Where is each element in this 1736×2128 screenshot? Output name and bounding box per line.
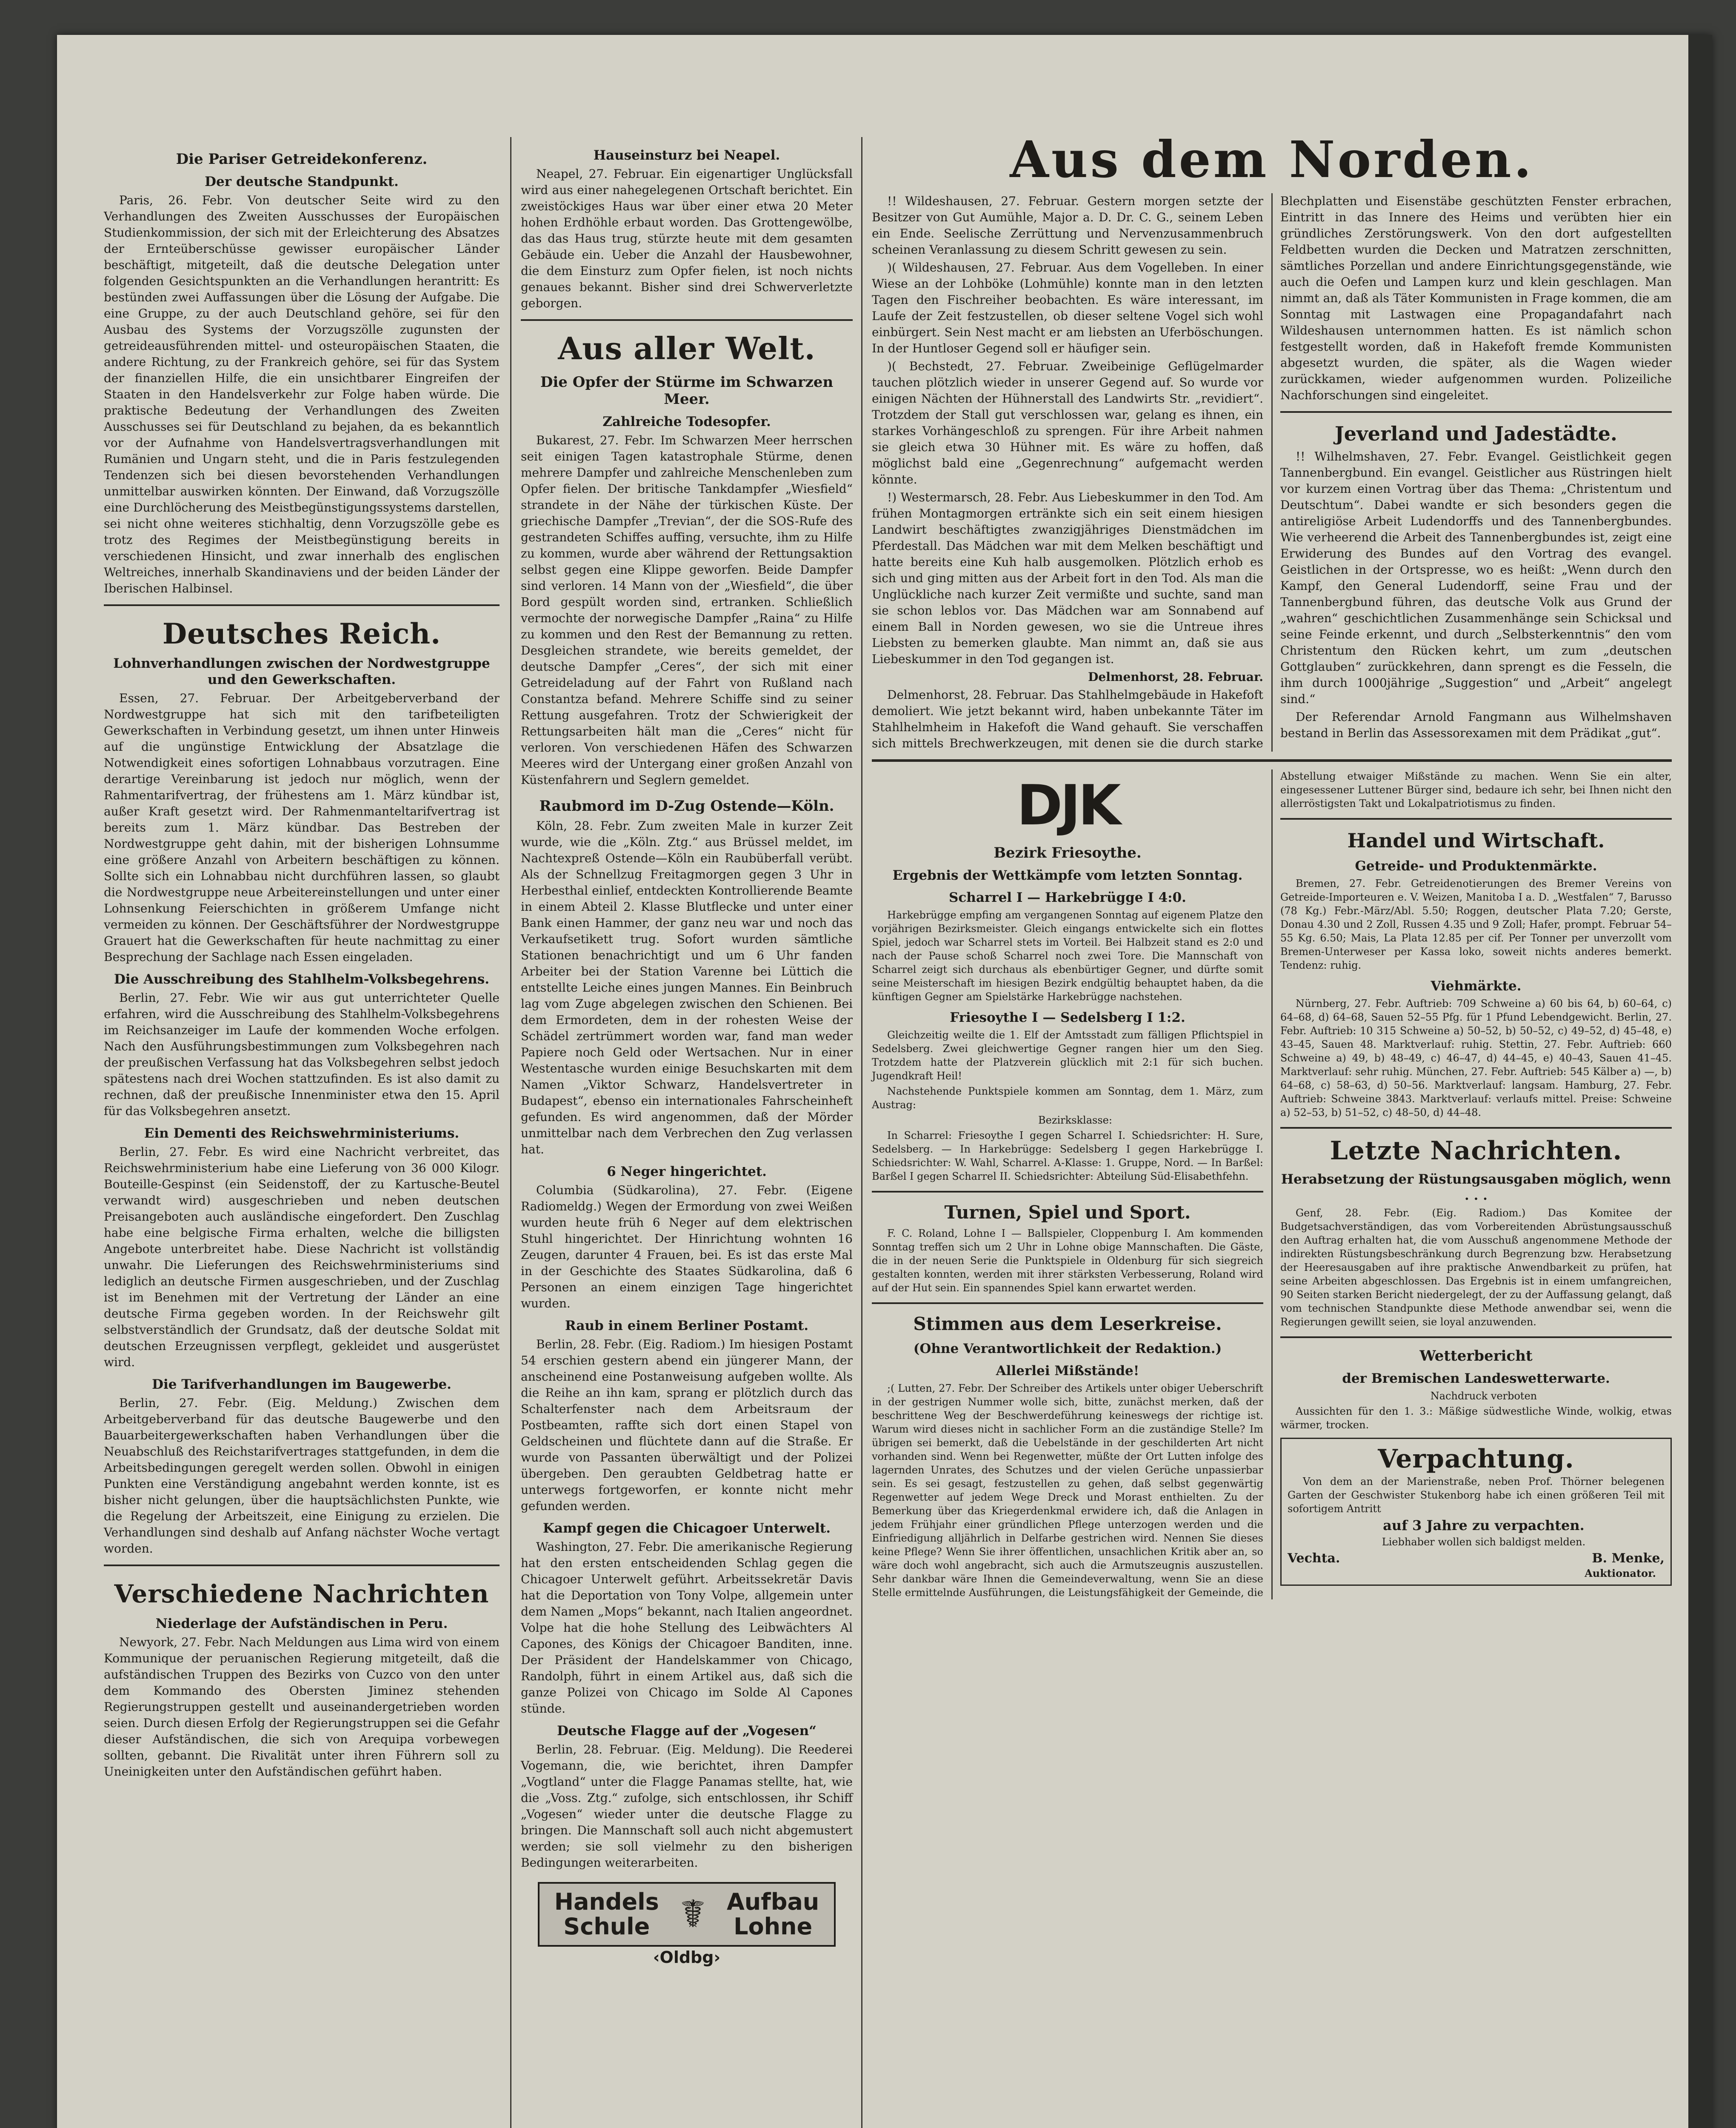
verpachtung-advertisement <box>1280 1438 1672 1586</box>
ad-emphasis: auf 3 Jahre zu verpachten. <box>1383 1517 1585 1533</box>
divider <box>1280 1127 1672 1129</box>
section-title-aus-dem-norden: Aus dem Norden. <box>1010 130 1534 189</box>
headline-getreidekonferenz: Die Pariser Getreidekonferenz. <box>176 151 428 168</box>
headline-ruestung: Herabsetzung der Rüstungsausgaben möglich, wenn . . . <box>1281 1172 1671 1203</box>
headline-postamt: Raub in einem Berliner Postamt. <box>565 1318 809 1333</box>
ad-text: Handels <box>554 1888 659 1915</box>
match-result: Friesoythe I — Sedelsberg I 1:2. <box>950 1010 1185 1025</box>
column-3 <box>872 120 1672 1599</box>
ad-text: Von dem an der Marienstraße, neben Prof. Thörner belegenen Garten der Geschwister Stukenborg habe ich einen größeren Teil mit sofortigem Antritt <box>1288 1476 1665 1515</box>
section-title-deutsches-reich: Deutsches Reich. <box>162 617 441 650</box>
article-text: !) Westermarsch, 28. Febr. Aus Liebeskummer in den Tod. Am frühen Montagmorgen ertränkte sich ein seit einem hiesigen Landwirt beschäftigtes zwanzigjähriges Dienstmädchen im Pferdestall. Das Mädchen war mit dem Melken beschäftigt und hatte bereits eine Kuh halb ausgemolken. Plötzlich erhob es sich und ging mitten aus der Arbeit fort in den Tod. Als man die Unglückliche nach kurzer Zeit vermißte und suchte, sand man sie schon leblos vor. Das Mädchen war am Sonnabend auf einem Ball in Norden gewesen, wo sie die Untreue ihres Liebsten zu bemerken glaubte. Man nimmt an, daß sie aus Liebeskummer in den Tod gegangen ist. <box>872 490 1263 666</box>
headline-tarif: Die Tarifverhandlungen im Baugewerbe. <box>152 1377 451 1392</box>
weather-forecast: Aussichten für den 1. 3.: Mäßige südwestliche Winde, wolkig, etwas wärmer, trocken. <box>1280 1405 1672 1431</box>
headline-jeverland: Jeverland und Jadestädte. <box>1335 422 1617 445</box>
headline-hauseinsturz: Hauseinsturz bei Neapel. <box>593 148 780 163</box>
caduceus-icon: ☤ <box>680 1892 706 1936</box>
headline-raubmord: Raubmord im D-Zug Ostende—Köln. <box>539 798 834 815</box>
ad-text: Aufbau <box>726 1888 819 1915</box>
divider <box>872 1191 1263 1193</box>
section-title-verschiedene: Verschiedene Nachrichten <box>114 1579 489 1608</box>
article-text: Berlin, 28. Februar. (Eig. Meldung). Die Reederei Vogemann, die, wie berichtet, ihren Dampfer „Vogtland“ unter die Flagge Panamas stellte, hat, wie die „Voss. Ztg.“ zufolge, sich entschlossen, ihr Schiff „Vogesen“ wieder unter die deutsche Flagge zu bringen. Die Mannschaft soll auch nicht abgemustert werden; sie soll vielmehr zu den bisherigen Bedingungen weiterarbeiten. <box>521 1742 853 1870</box>
page-right-edge <box>1688 35 1712 2128</box>
article-text: Berlin, 27. Febr. Es wird eine Nachricht verbreitet, das Reichswehrministerium habe eine Lieferung von 36 000 Kilogr. Bouteille-Gespinst (ein Seidenstoff, der zu Kartusche-Beutel verwandt wird) ausgeschrieben und neben deutschen Preisangeboten auch ausländische eingefordert. Den Zuschlag habe eine belgische Firma erhalten, welche die billigsten Angebote unterbreitet habe. Diese Nachricht ist vollständig unwahr. Die Lieferungen des Reichswehrministeriums sind lediglich an deutsche Firmen ausgeschrieben, und der Zuschlag ist im Benehmen mit der Vertretung der Länder an eine deutsche Firma gegeben worden. In der Reichswehr gilt selbstverständlich der Grundsatz, daß der deutsche Soldat mit deutschen Erzeugnissen verpflegt, gekleidet und ausgerüstet wird. <box>104 1145 500 1369</box>
article-text: Bremen, 27. Febr. Getreidenotierungen des Bremer Vereins von Getreide-Importeuren e. V. Weizen, Manitoba I a. D. „Westfalen“ 7, Barusso (78 Kg.) Febr.-März/Abl. 5.50; Roggen, deutscher Plata 7.20; Gerste, Donau 4.30 und 2 Zoll, Russen 4.35 und 9 Zoll; Hafer, prompt. Februar 54–55 Kg. 6.50; Mais, La Plata 12.85 per cif. Per Tonner per unverzollt vom Bremen-Unterweser per Kassa loko, soweit nichts anderes bemerkt. Tendenz: ruhig. <box>1280 878 1672 971</box>
column-divider <box>861 137 862 2128</box>
divider <box>104 1565 500 1566</box>
article-text: Berlin, 27. Febr. Wie wir aus gut unterrichteter Quelle erfahren, wird die Ausschreibung des Stahlhelm-Volksbegehrens im Reichsanzeiger im Laufe der kommenden Woche erfolgen. Nach den Ausführungsbestimmungen zum Volksbegehren nach der preußischen Verfassung hat das Volksbegehren selbst jedoch spätestens nach drei Wochen stattzufinden. Es ist also damit zu rechnen, daß der preußische Innenminister etwa den 15. April für das Volksbegehren ansetzt. <box>104 991 500 1118</box>
article-text: ;( Lutten, 27. Febr. Der Schreiber des Artikels unter obiger Ueberschrift in der gestrigen Nummer wolle sich, bitte, zunächst merken, daß der beschrittene Weg der Beschwerdeführung keineswegs der richtige ist. Warum wird dieses nicht in sachlicher Form an die zuständige Stelle? Im übrigen sei bemerkt, daß die Uebelstände in der geschilderten Art nicht vorhanden sind. Wenn bei Regenwetter, müßte der Ort Lutten infolge des lagernden Unrates, des Schutzes und der vielen Gerüche unpassierbar sein. Es sei gesagt, festzustellen zu gehen, daß selbst gegenwärtig Regenwetter auf jedem Wege Dreck und Morast enthielten. Zu der Bemerkung über das Kriegerdenkmal erwidere ich, daß die Anlagen in jedem Frühjahr einer gründlichen Pflege unterzogen werden und die Einfriedigung alljährlich in Delfarbe gestrichen wird. Nennen Sie dieses keine Pflege? Wenn Sie ihrer öffentlichen, unsachlichen Kritik aber an, so wäre doch wohl angebracht, sich auch die Armutszeugnis auszustellen. Sehr dankbar wäre Ihnen die Gemeindeverwaltung, wenn Sie an diese Stelle ermittelnde Ausführungen, die Leistungsfähigkeit der Gemeinde, die Abstellung etwaiger Mißstände zu machen. Wenn Sie ein alter, eingesessener Luttener Bürger sind, bedaure ich sehr, bei Ihnen nicht den allerröstigsten Takt und Lokalpatriotismus zu finden. <box>872 770 1672 1599</box>
fixtures-list: In Scharrel: Friesoythe I gegen Scharrel I. Schiedsrichter: H. Sure, Sedelsberg. — In Harkebrügge: Sedelsberg I gegen Harkebrügge I. Schiedsrichter: W. Wahl, Scharrel. A-Klasse: 1. Gruppe, Nord. — In Barßel: Barßel I gegen Scharrel II. Schiedsrichter: Abteilung Süd-Elisabethfehn. <box>872 1130 1263 1182</box>
subheadline: Allerlei Mißstände! <box>996 1363 1139 1379</box>
article-text: Delmenhorst, 28. Februar. Das Stahlhelmgebäude in Hakefoft demoliert. Wie jetzt bekannt wird, haben unbekannte Täter im Stahlhelmheim in Hakefoft die Wand gehauft. Sie verschaffen sich mittels Brechwerkzeugen, mit denen sie die durch starke Blechplatten und Eisenstäbe geschützten Fenster erbrachen, Eintritt in das Innere des Heims und verübten hier ein gründliches Zerstörungswerk. Von den dort aufgestellten Feldbetten wurden die Decken und Matratzen zerschnitten, sämtliches Porzellan und andere Einrichtungsgegenstände, wie auch die Oefen und Lampen kurz und klein geschlagen. Man nimmt an, daß als Täter Kommunisten in Frage kommen, die am Sonntag mit Lastwagen eine Propagandafahrt nach Wildeshausen unternommen hatten. Es ist nämlich schon festgestellt worden, daß in Hakefoft fremde Kommunisten abgesetzt wurden, die später, als die Wagen wieder zurückkamen, wieder aufgenommen wurden. Polizeiliche Nachforschungen sind eingeleitet. <box>872 194 1672 750</box>
headline-friesoythe: Bezirk Friesoythe. <box>994 844 1142 861</box>
divider <box>1280 818 1672 820</box>
subheadline: (Ohne Verantwortlichkeit der Redaktion.) <box>913 1341 1222 1356</box>
article-text: Neapel, 27. Februar. Ein eigenartiger Unglücksfall wird aus einer nahegelegenen Ortschaft berichtet. Ein zweistöckiges Haus war über einer etwa 20 Meter hohen Erdhöhle erbaut worden. Das Grottengewölbe, das das Haus trug, stürzte heute mit dem gesamten Gebäude ein. Ueber die Anzahl der Hausbewohner, die dem Einsturz zum Opfer fielen, ist noch nichts genaues bekannt. Bisher sind drei Schwerverletzte geborgen. <box>521 167 853 310</box>
article-text: Berlin, 28. Febr. (Eig. Radiom.) Im hiesigen Postamt 54 erschien gestern abend ein jüngerer Mann, der anscheinend eine Postanweisung aufgeben wollte. Als die Reihe an ihn kam, sprang er plötzlich durch das Schalterfenster nach dem Arbeitsraum der Postbeamten, raffte sich dort einen Stapel von Geldscheinen und flüchtete dann auf die Straße. Er wurde von Passanten überwältigt und der Polizei übergeben. Den geraubten Geldbetrag hatte er unterwegs fortgeworfen, er konnte nicht mehr gefunden werden. <box>521 1337 853 1513</box>
headline-wetterbericht: Wetterbericht <box>1419 1347 1533 1364</box>
article-text: Paris, 26. Febr. Von deutscher Seite wird zu den Verhandlungen des Zweiten Ausschusses der Europäischen Studienkommission, der sich mit der Erleichterung des Absatzes der Ernteüberschüsse gewisser europäischer Länder beschäftigt, mitgeteilt, daß die deutsche Delegation unter folgenden Gesichtspunkten an die Verhandlungen herantritt: Es bestünden zwei Auffassungen über die Lösung der Aufgabe. Die eine Gruppe, zu der auch Deutschland gehöre, sei für den Ausbau des Systems der Vorzugszölle zugunsten der getreideausführenden mittel- und osteuropäischen Staaten, die andere Richtung, zu der Frankreich gehöre, sei für das System der finanziellen Hilfe, die ein unsichtbarer Eingreifen der Staaten in den Handelsverkehr zur Folge haben würde. Die praktische Bedeutung der Verhandlungen des Zweiten Ausschusses sei für Deutschland zu bejahen, da es bekanntlich vor der Aufnahme von Handelsvertragsverhandlungen mit Rumänien und Ungarn steht, und die in Paris festzulegenden Tendenzen sich bei diesen bevorstehenden Verhandlungen unmittelbar auswirken könnten. Der Einwand, daß Vorzugszölle eine Durchlöcherung des Meistbegünstigungssystems darstellen, sei nicht ohne weiteres stichhaltig, denn Vorzugszölle gebe es trotz des Regimes der Meistbegünstigung bereits in verschiedenen Hinsicht, und zwar innerhalb des englischen Weltreiches, innerhalb Skandinaviens und der beiden Länder der Iberischen Halbinsel. <box>104 193 500 595</box>
divider <box>1280 1336 1672 1338</box>
article-text: Bukarest, 27. Febr. Im Schwarzen Meer herrschen seit einigen Tagen katastrophale Stürme, denen mehrere Dampfer und zahlreiche Menschenleben zum Opfer fielen. Der britische Tankdampfer „Wiesfield“ strandete in der Nähe der türkischen Küste. Der griechische Dampfer „Trevian“, der die SOS-Rufe des gestrandeten Schiffes auffing, versuchte, ihm zu Hilfe zu kommen, wurde aber während der Rettungsaktion selbst gegen eine Klippe geworfen. Beide Dampfer sind verloren. 14 Mann von der „Wiesfield“, die über Bord gespült worden sind, ertranken. Schließlich vermochte der norwegische Dampfer „Raina“ zu Hilfe zu kommen und den Rest der Bemannung zu retten. Desgleichen strandete, wie bereits gemeldet, der deutsche Dampfer „Ceres“, der sich mit einer Getreideladung auf der Fahrt von Rußland nach Constantza befand. Mehrere Schiffe sind zu seiner Rettung ausgefahren. Trotz der Schwierigkeit der Rettungsarbeiten hält man die „Ceres“ nicht für verloren. Von verschiedenen Häfen des Schwarzen Meeres wird der Untergang einer großen Anzahl von Küstenfahrern und Seglern gemeldet. <box>521 433 853 787</box>
article-text: !! Wilhelmshaven, 27. Febr. Evangel. Geistlichkeit gegen Tannenbergbund. Ein evangel. Geistlicher aus Rüstringen hielt vor kurzem einen Vortrag über das Thema: „Christentum und Deutschtum“. Dabei wandte er sich besonders gegen die antireligiöse Arbeit Ludendorffs und des Tannenbergbundes. Wie verheerend die Arbeit des Tannenbergbundes ist, zeigt eine Erwiderung des Bundes auf den Vortrag des evangel. Geistlichen in der Ortspresse, wo es heißt: „Wenn durch den Kampf, den General Ludendorff, seine Frau und der Tannenbergbund führen, das deutsche Volk aus Grund der „wahren“ geschichtlichen Zusammenhänge sein Schicksal und seine Feinde erkennt, und durch „Selbsterkenntnis“ den vom Christentum den Rücken kehrt, um zum „deutschen Gottglauben“ zurückkehren, dann sprengt es die Fesseln, die ihm durch 1000jährige „Suggestion“ und „Arbeit“ angelegt sind.“ <box>1280 449 1672 706</box>
article-text: Berlin, 27. Febr. (Eig. Meldung.) Zwischen dem Arbeitgeberverband für das deutsche Baugewerbe und den Bauarbeitergewerkschaften haben Verhandlungen über die Neuabschluß des Reichstarifvertrages stattgefunden, in dem die Arbeitsbedingungen geregelt werden sollen. Obwohl in einigen Punkten eine Verständigung angebahnt werden konnte, ist es bisher nicht gelungen, über die hauptsächlichsten Punkte, wie die Regelung der Arbeitszeit, eine Einigung zu erzielen. Die Verhandlungen sind deshalb auf Anfang nächster Woche vertagt worden. <box>104 1396 500 1556</box>
column-1 <box>104 141 500 1782</box>
headline-chicago: Kampf gegen die Chicagoer Unterwelt. <box>542 1521 831 1536</box>
article-text: Köln, 28. Febr. Zum zweiten Male in kurzer Zeit wurde, wie die „Köln. Ztg.“ aus Brüssel meldet, im Nachtexpreß Ostende—Köln ein Raubüberfall verübt. Als der Schnellzug Freitagmorgen gegen 3 Uhr in Herbesthal einlief, entdeckten Kontrollierende Beamte in einem Abteil 2. Klasse Blutflecke und unter einer Bank einen Hammer, der ganz neu war und noch das Verkaufsetikett trug. Sofort wurden sämtliche Stationen benachrichtigt und um 6 Uhr fanden Arbeiter bei der Station Varenne bei Lüttich die entstellte Leiche eines jungen Mannes. Ein Beinbruch lag vom Zuge abgelegen zwischen den Schienen. Bei dem Ermordeten, dem in der rohesten Weise der Schädel zertrümmert worden war, fand man weder Papiere noch Geld oder Wertsachen. Nur in einer Westentasche wurden einige Besuchskarten mit dem Namen „Viktor Schwarz, Handelsvertreter in Budapest“, ebenso ein internationales Fahrscheinheft gefunden. Es wird angenommen, daß der Mörder unmittelbar nach dem Verbrechen den Zug verlassen hat. <box>521 819 853 1156</box>
article-text: Newyork, 27. Febr. Nach Meldungen aus Lima wird von einem Kommunique der peruanischen Regierung mitgeteilt, daß die aufständischen Truppen des Bezirks von Cuzco von den unter dem Kommando des Obersten Jiminez stehenden Regierungstruppen gestellt und auseinandergetrieben worden seien. Durch diesen Erfolg der Regierungstruppen sei die Gefahr dieser Aufständischen, die sich von Arequipa vorbewegen sollten, gebannt. Die Rivalität unter ihren Führern soll zu Uneinigkeiten unter den Aufständischen geführt haben. <box>104 1635 500 1779</box>
article-text: Nachstehende Punktspiele kommen am Sonntag, dem 1. März, zum Austrag: <box>872 1085 1263 1111</box>
article-text: Nürnberg, 27. Febr. Auftrieb: 709 Schweine a) 60 bis 64, b) 60–64, c) 64–68, d) 64–68, Sauen 52–55 Pfg. für 1 Pfund Lebendgewicht. Berlin, 27. Febr. Auftrieb: 10 315 Schweine a) 50–52, b) 50–52, c) 49–52, d) 45–48, e) 43–45, Sauen 48. Marktverlauf: ruhig. Stettin, 27. Febr. Auftrieb: 660 Schweine a) 49, b) 48–49, c) 46–47, d) 44–45, e) 40–43, Sauen 41–45. Marktverlauf: sehr ruhig. München, 27. Febr. Auftrieb: 545 Kälber a) —, b) 64–68, c) 58–63, d) 50–56. Marktverlauf: langsam. Hamburg, 27. Febr. Auftrieb: Schweine 3843. Marktverlauf: verlaufs mittel. Preise: Schweine a) 52–53, b) 51–52, c) 48–50, d) 44–48. <box>1280 998 1672 1118</box>
ad-text: Schule <box>563 1913 650 1940</box>
headline-leserkreise: Stimmen aus dem Leserkreise. <box>913 1313 1222 1334</box>
reprint-note: Nachdruck verboten <box>1430 1390 1537 1402</box>
article-text: )( Wildeshausen, 27. Februar. Aus dem Vogelleben. In einer Wiese an der Lohböke (Lohmühle) konnte man in den letzten Tagen den Fischreiher beobachten. Es wäre interessant, im Laufe der Zeit festzustellen, ob dieser seltene Vogel sich wohl einbürgert. Sein Nest macht er am liebsten an Uferböschungen. In der Huntloser Gegend soll er häufiger sein. <box>872 260 1263 355</box>
ad-contact: Liebhaber wollen sich baldigst melden. <box>1382 1536 1586 1548</box>
section-title-aus-aller-welt: Aus aller Welt. <box>558 330 816 366</box>
newspaper-page <box>57 35 1712 2128</box>
article-text: F. C. Roland, Lohne I — Ballspieler, Cloppenburg I. Am kommenden Sonntag treffen sich um 2 Uhr in Lohne obige Mannschaften. Die Gäste, die in der neuen Serie die Punktspiele in Oldenburg für sich siegreich gestalten konnten, werden mit ihrer stärksten Verbesserung, Roland wird auf der Hut sein. Ein spannendes Spiel kann erwartet werden. <box>872 1227 1263 1294</box>
article-text: Columbia (Südkarolina), 27. Febr. (Eigene Radiomeldg.) Wegen der Ermordung von zwei Weißen wurden heute früh 6 Neger auf dem elektrischen Stuhl hingerichtet. Der Hinrichtung wohnten 16 Zeugen, darunter 4 Frauen, bei. Es ist das erste Mal in der Geschichte des Staates Südkarolina, daß 6 Personen an einem einzigen Tage hingerichtet wurden. <box>521 1183 853 1310</box>
headline-viehmaerkte: Viehmärkte. <box>1430 978 1522 994</box>
subheadline: Getreide- und Produktenmärkte. <box>1355 858 1597 874</box>
article-text: Der Referendar Arnold Fangmann aus Wilhelmshaven bestand in Berlin das Assessorexamen mit dem Prädikat „gut“. <box>1280 710 1672 740</box>
divider <box>872 759 1672 762</box>
ad-name: B. Menke, <box>1592 1551 1665 1566</box>
subheadline: Zahlreiche Todesopfer. <box>602 414 771 429</box>
subheadline: der Bremischen Landeswetterwarte. <box>1342 1371 1610 1386</box>
subheadline: Der deutsche Standpunkt. <box>205 174 399 189</box>
divider <box>521 319 853 321</box>
divider <box>104 604 500 606</box>
headline-opfer: Die Opfer der Stürme im Schwarzen Meer. <box>540 374 834 408</box>
ad-role: Auktionator. <box>1585 1567 1656 1579</box>
headline-dementi: Ein Dementi des Reichswehrministeriums. <box>144 1126 460 1141</box>
article-text: Essen, 27. Februar. Der Arbeitgeberverband der Nordwestgruppe hat sich mit den tarifbeteiligten Gewerkschaften in Verbindung gesetzt, um ihnen unter Hinweis auf die ungünstige Entwicklung der Absatzlage die Notwendigkeit eines sofortigen Lohnabbaus vorzutragen. Eine derartige Vereinbarung ist jedoch nur möglich, wenn der Rahmentarifvertrag, der frühestens am 1. März kündbar ist, außer Kraft gesetzt wird. Der Rahmenmanteltarifvertrag ist bereits zum 1. März kündbar. Das Bestreben der Nordwestgruppe geht dahin, mit der bisherigen Lohnsumme eine größere Anzahl von Arbeitern beschäftigen zu können. Sollte sich ein Lohnabbau nicht durchführen lassen, so glaubt die Nordwestgruppe neue Arbeitereinstellungen und unter einer Lohnsenkung Feierschichten in größerem Umfange nicht vermeiden zu können. Der Geschäftsführer der Nordwestgruppe Grauert hat die Gewerkschaften für heute nachmittag zu einer Besprechung der Sachlage nach Essen eingeladen. <box>104 691 500 964</box>
headline-stahlhelm: Die Ausschreibung des Stahlhelm-Volksbegehrens. <box>114 972 490 987</box>
article-text: Washington, 27. Febr. Die amerikanische Regierung hat den ersten entscheidenden Schlag gegen die Chicagoer Unterwelt geführt. Arbeitssekretär Davis hat die Deportation von Tony Volpe, allgemein unter dem Namen „Mops“ bekannt, nach Italien angeordnet. Volpe hat die hohe Stellung des Leibwächters Al Capones, des Königs der Chicagoer Banditen, inne. Der Präsident der Handelskammer von Chicago, Randolph, führt in einem Artikel aus, daß sich die ganze Polizei von Chicago im Solde Al Capones stünde. <box>521 1540 853 1716</box>
ad-text: Lohne <box>734 1913 813 1940</box>
article-text: )( Bechstedt, 27. Februar. Zweibeinige Geflügelmarder tauchen plötzlich wieder in unserer Gegend auf. So wurde vor einigen Nächten der Hühnerstall des Landwirts Str. „revidiert“. Trotzdem der Stall gut verschlossen war, gelang es ihnen, ein starkes Vorhängeschloß zu sprengen. Für ihre Arbeit nahmen sie gleich etwa 30 Hühner mit. Es wäre zu hoffen, daß möglichst bald eine „Gegenrechnung“ aufgemacht werden könnte. <box>872 359 1263 486</box>
headline-handel: Handel und Wirtschaft. <box>1347 829 1605 852</box>
dateline: Delmenhorst, 28. Februar. <box>1088 670 1263 684</box>
divider <box>872 1302 1263 1304</box>
section-title-letzte-nachrichten: Letzte Nachrichten. <box>1330 1136 1622 1166</box>
match-result: Scharrel I — Harkebrügge I 4:0. <box>949 890 1186 905</box>
lower-columns <box>872 769 1672 1599</box>
article-text: Genf, 28. Febr. (Eig. Radiom.) Das Komitee der Budgetsachverständigen, das vom Vorbereitenden Abrüstungsausschuß den Auftrag erhalten hat, die vom Ausschuß angenommene Methode der indirekten Rüstungsbeschränkung durch Begrenzung bzw. Herabsetzung der Heeresausgaben auf ihre praktische Anwendbarkeit zu prüfen, hat seine Arbeiten abgeschlossen. Das Ergebnis ist in einem umfangreichen, 90 Seiten starken Bericht niedergelegt, der zu der Auffassung gelangt, daß vom technischen Standpunkte diese Methode anwendbar sei, wenn die Regierungen gewillt seien, sie loyal anzuwenden. <box>1280 1207 1672 1328</box>
column-2 <box>521 141 853 1965</box>
djk-logo: DJK <box>1016 773 1119 838</box>
headline-neger: 6 Neger hingerichtet. <box>607 1164 767 1179</box>
ad-place: Vechta. <box>1288 1551 1340 1566</box>
article-text: Gleichzeitig weilte die 1. Elf der Amtsstadt zum fälligen Pflichtspiel in Sedelsberg. Zwei gleichwertige Gegner rangen hier um den Sieg. Trotzdem hatte der Platzverein glücklich mit 2:1 für sich buchen. Jugendkraft Heil! <box>872 1029 1263 1082</box>
article-text: Harkebrügge empfing am vergangenen Sonntag auf eigenem Platze den vorjährigen Bezirksmeister. Gleich eingangs entwickelte sich ein flottes Spiel, jedoch war Scharrel stets im Vorteil. Bei Halbzeit stand es 2:0 und nach der Pause schoß Scharrel noch zwei Tore. Die Mannschaft von Scharrel zeigt sich durchaus als ebenbürtiger Gegner, und dürfte somit seine Meisterschaft im hiesigen Bezirk endgültig behauptet haben, da die künftigen Gegner am Spielstärke Harkebrügge nachstehen. <box>872 909 1263 1003</box>
ad-title: Verpachtung. <box>1378 1444 1574 1474</box>
headline-flagge: Deutsche Flagge auf der „Vogesen“ <box>557 1723 817 1739</box>
headline-turnen: Turnen, Spiel und Sport. <box>944 1202 1191 1223</box>
column-divider <box>510 137 511 2128</box>
ad-subtext: ‹Oldbg› <box>653 1948 721 1967</box>
headline-lohnverhandlungen: Lohnverhandlungen zwischen der Nordwestgruppe und den Gewerkschaften. <box>113 656 490 687</box>
divider <box>1280 411 1672 413</box>
norden-columns <box>872 193 1672 752</box>
subheadline: Ergebnis der Wettkämpfe vom letzten Sonntag. <box>892 868 1243 883</box>
league-class: Bezirksklasse: <box>1038 1114 1112 1126</box>
handelsschule-advertisement <box>538 1882 836 1947</box>
headline-peru: Niederlage der Aufständischen in Peru. <box>155 1616 448 1631</box>
article-text: !! Wildeshausen, 27. Februar. Gestern morgen setzte der Besitzer von Gut Aumühle, Major a. D. Dr. C. G., seinem Leben ein Ende. Seelische Zerrüttung und Nervenzusammenbruch scheinen Veranlassung zu diesem Schritt gewesen zu sein. <box>872 194 1263 257</box>
